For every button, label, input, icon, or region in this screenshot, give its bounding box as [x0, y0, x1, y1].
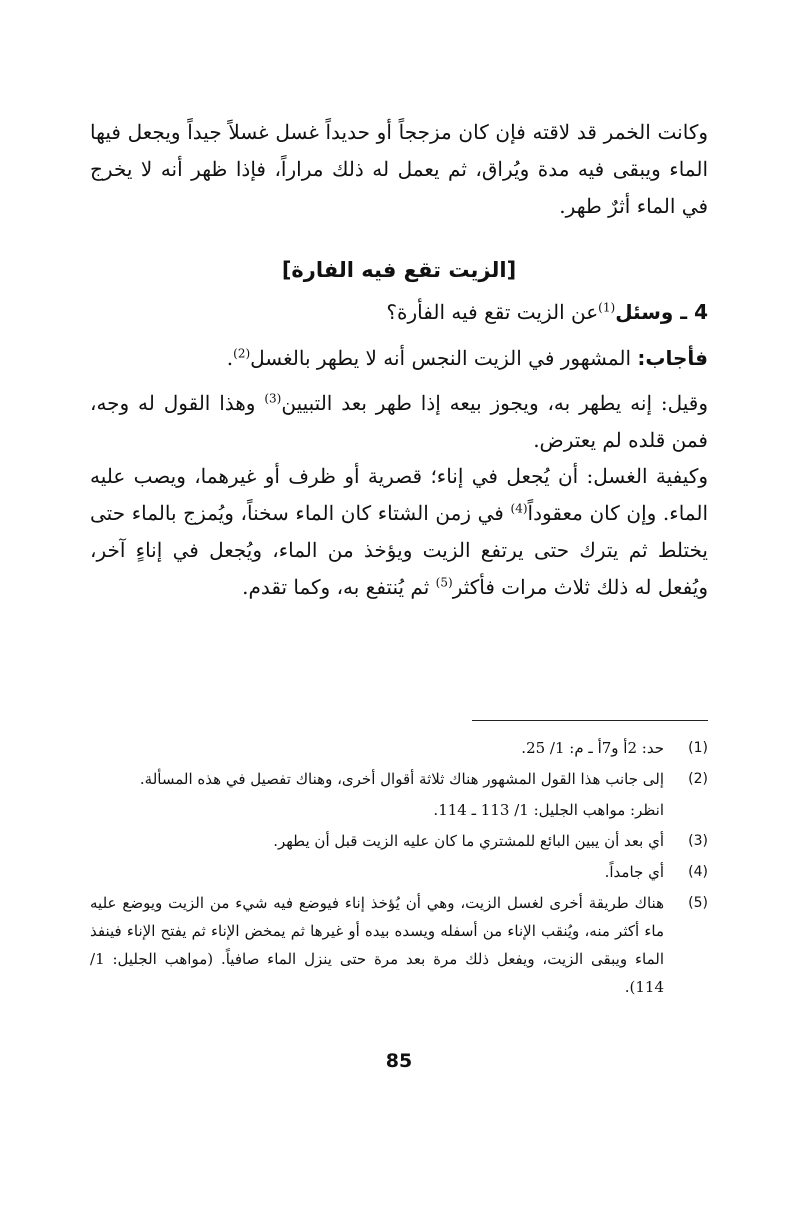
footnote-number: (5)	[688, 895, 708, 911]
answer-lead: فأجاب:	[637, 346, 708, 370]
section-heading: [الزيت تقع فيه الفارة]	[281, 258, 517, 282]
footnote-text: هناك طريقة أخرى لغسل الزيت، وهي أن يُؤخذ إناء فيوضع فيه شيء من الزيت ويوضع عليه ماء أكثر منه، ويُنقب الإناء من أسفله ويسده بيده أو غيرها ثم يمخض الإناء ثم يفتح الإناء فينفذ الماء ويبقى الزيت، ويفعل ذلك مرة بعد مرة حتى ينزل الماء صافياً. (مواهب الجليل: 1/ 114).	[90, 894, 664, 996]
method-paragraph	[90, 458, 708, 606]
footnote-separator	[472, 720, 708, 721]
footnote-item	[90, 889, 708, 1001]
page-body	[90, 0, 708, 1209]
footnote-number: (2)	[688, 771, 708, 787]
footnote-text: أي بعد أن يبين البائع للمشتري ما كان عليه الزيت قبل أن يطهر.	[273, 832, 664, 850]
footnote-number: (1)	[688, 740, 708, 756]
answer-paragraph	[90, 340, 708, 377]
footnote-item	[90, 734, 708, 762]
footnote-item	[90, 765, 708, 793]
footnote-ref-4[interactable]: (4)	[510, 501, 528, 516]
paragraph-intro: وكانت الخمر قد لاقته فإن كان مزججاً أو حديداً غسل غسلاً جيداً ويجعل فيها الماء ويبقى فيه مدة ويُراق، ثم يعمل له ذلك مراراً، فإذا ظهر أنه لا يخرج في الماء أثرٌ طهر.	[90, 120, 708, 218]
question-paragraph	[90, 294, 708, 331]
question-lead: 4 ـ وسئل	[615, 300, 708, 324]
footnote-number: (4)	[688, 864, 708, 880]
opinion-text: وقيل: إنه يطهر به، ويجوز بيعه إذا طهر بعد التبيين	[281, 391, 708, 415]
footnote-text: إلى جانب هذا القول المشهور هناك ثلاثة أقوال أخرى، وهناك تفصيل في هذه المسألة.	[139, 770, 664, 788]
footnote-number: (3)	[688, 833, 708, 849]
footnote-ref-1[interactable]: (1)	[598, 300, 616, 315]
footnote-item	[90, 858, 708, 886]
answer-text: المشهور في الزيت النجس أنه لا يطهر بالغسل	[250, 346, 638, 370]
opinion-paragraph	[90, 385, 708, 459]
footnote-text: حد: 2أ و7أ ـ م: 1/ 25.	[521, 739, 664, 757]
footnote-item	[90, 827, 708, 855]
footnote-ref-3[interactable]: (3)	[264, 391, 282, 406]
question-text: عن الزيت تقع فيه الفأرة؟	[386, 300, 599, 324]
footnote-item	[90, 796, 708, 824]
footnotes	[90, 734, 708, 1004]
opinion-end: وهذا القول له وجه، فمن قلده لم يعترض.	[90, 391, 708, 452]
method-end: ثم يُنتفع به، وكما تقدم.	[242, 575, 436, 599]
footnote-subtext: انظر: مواهب الجليل: 1/ 113 ـ 114.	[433, 801, 664, 819]
footnote-ref-2[interactable]: (2)	[233, 346, 251, 361]
method-mid: في زمن الشتاء كان الماء سخناً، ويُمزج بالماء حتى يختلط ثم يترك حتى يرتفع الزيت ويؤخذ من الماء، ويُجعل في إناءٍ آخر، ويُفعل له ذلك ثلاث مرات فأكثر	[90, 501, 708, 599]
method-text: وكيفية الغسل: أن يُجعل في إناء؛ قصرية أو ظرف أو غيرهما، ويصب عليه الماء. وإن كان معقوداً	[90, 464, 709, 525]
footnote-ref-5[interactable]: (5)	[435, 575, 453, 590]
page-number: 85	[385, 1050, 413, 1072]
answer-end: .	[226, 346, 234, 370]
footnote-text: أي جامداً.	[604, 863, 664, 881]
